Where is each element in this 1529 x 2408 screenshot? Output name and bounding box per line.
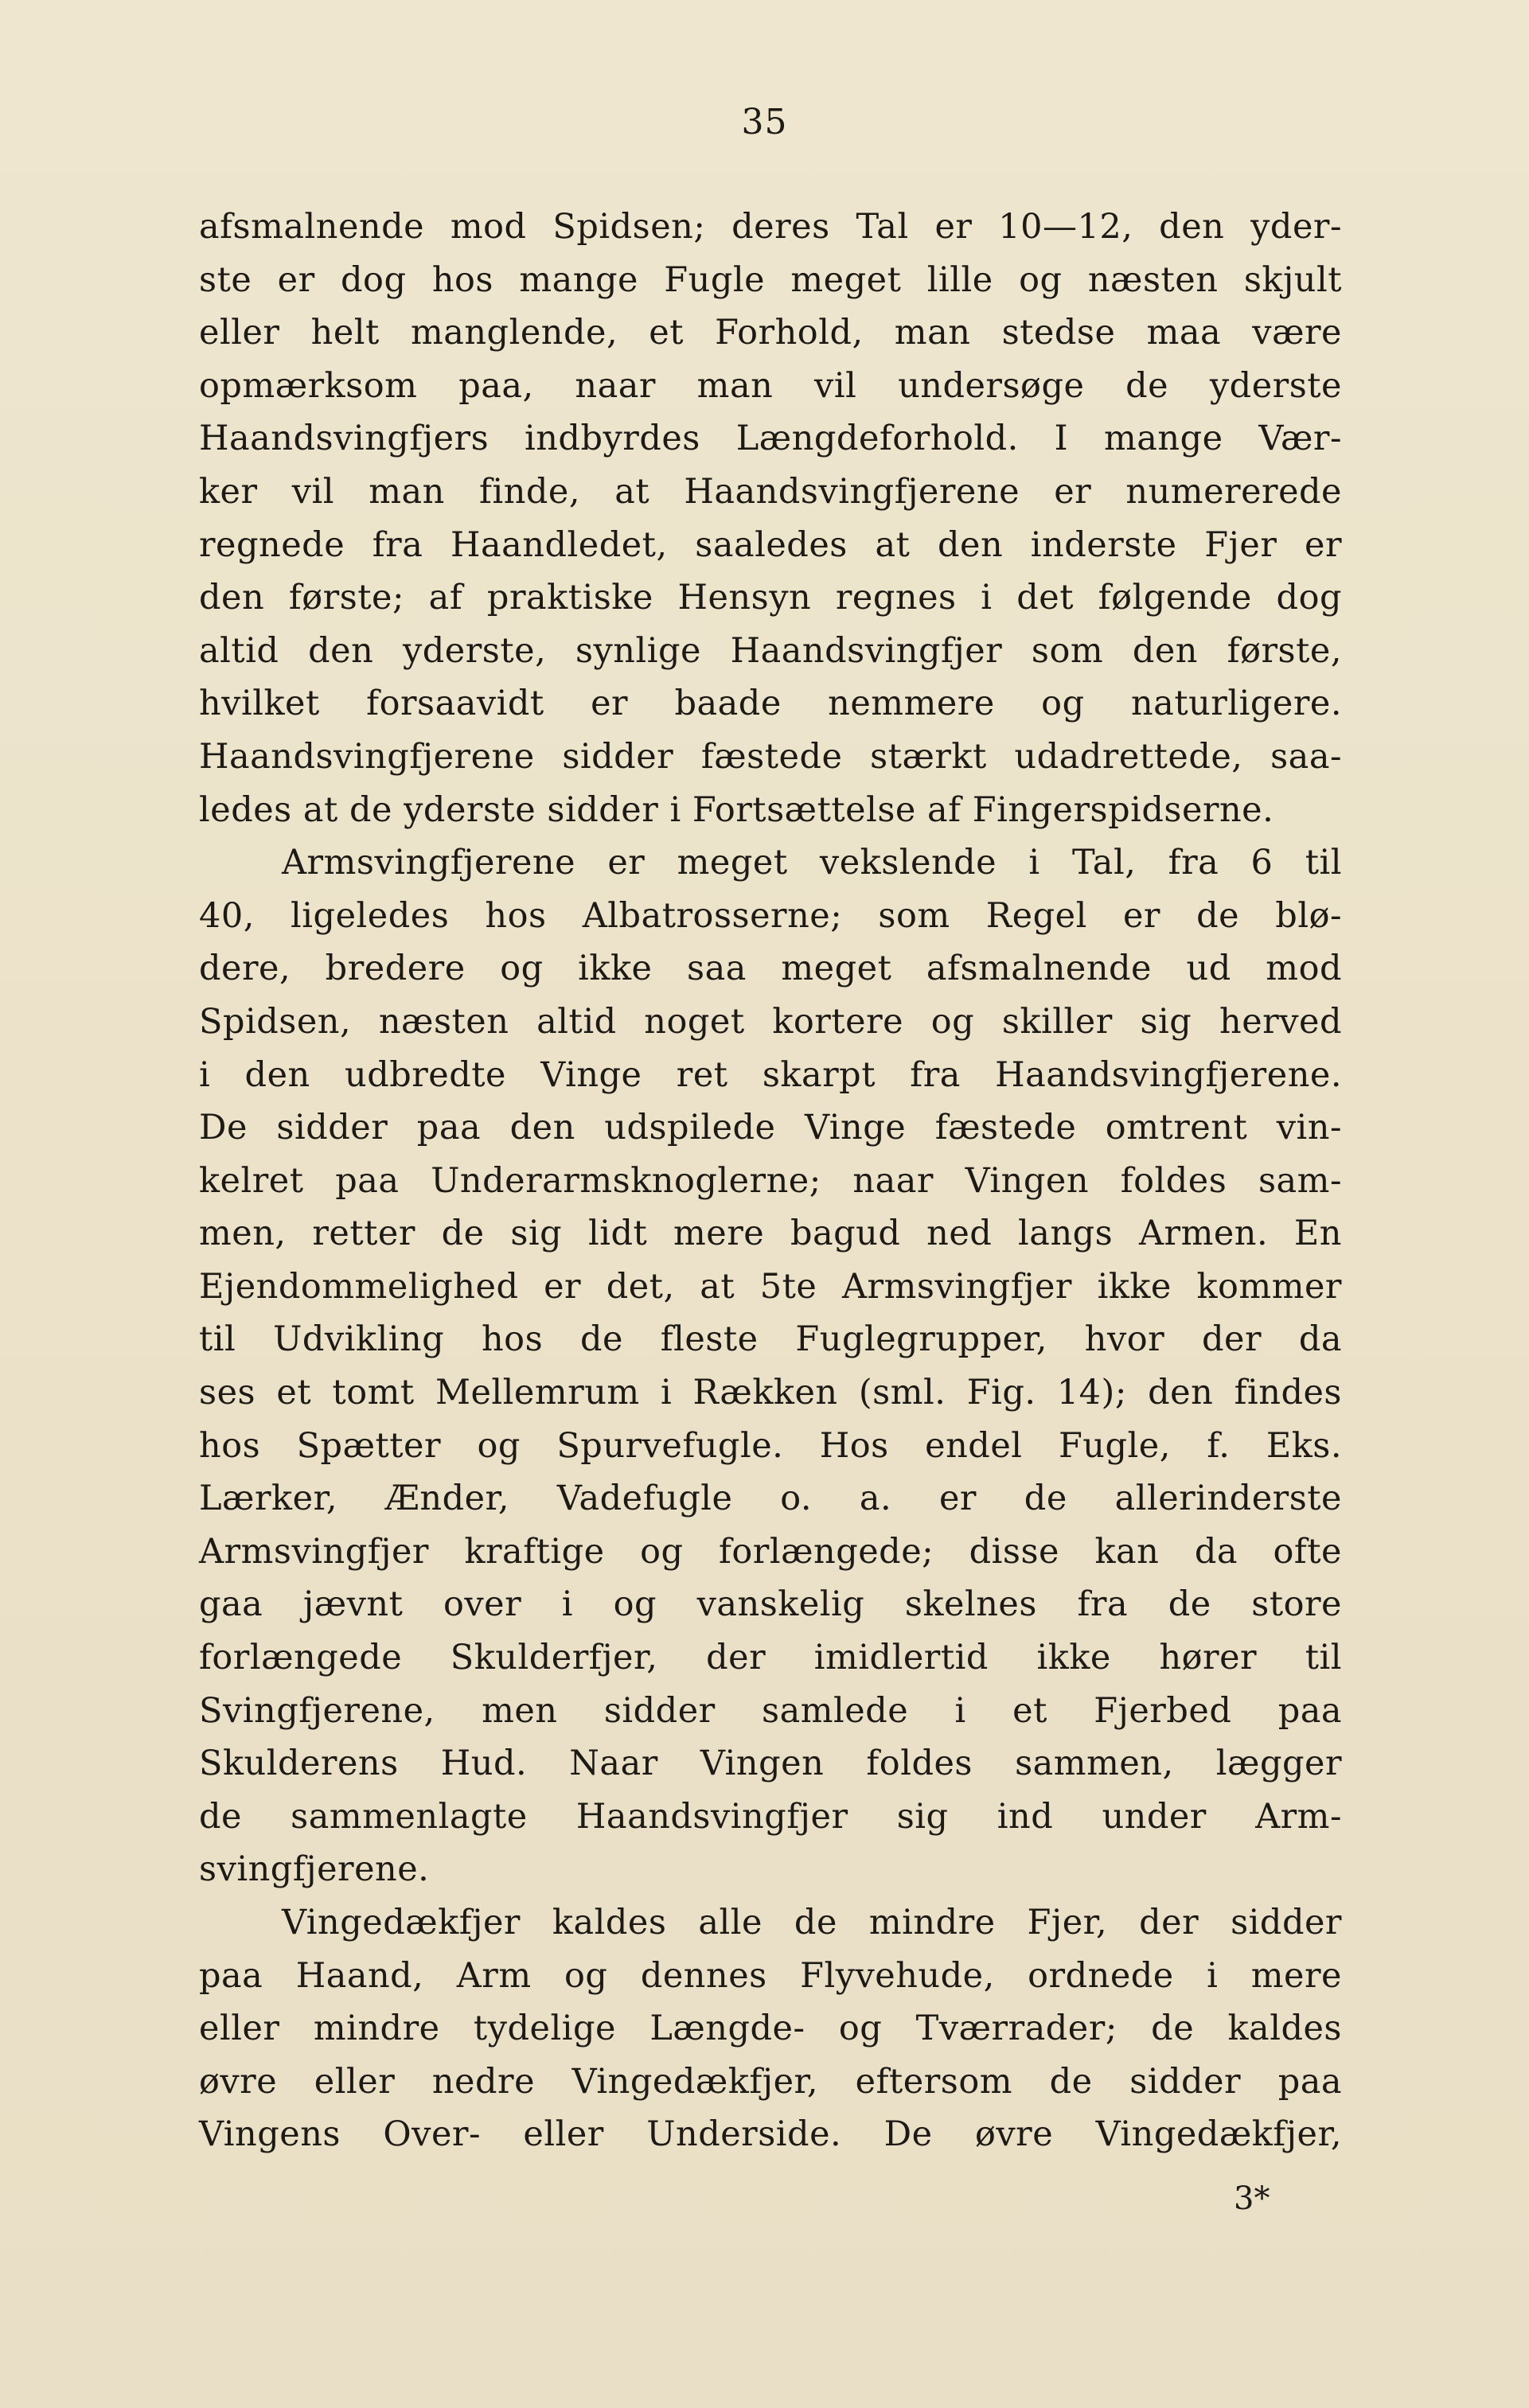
text-line: hvilket forsaavidt er baade nemmere og naturligere. (199, 684, 1342, 724)
text-line: dere, bredere og ikke saa meget afsmalnende ud mod (199, 949, 1342, 989)
text-line: forlængede Skulderfjer, der imidlertid ikke hører til (199, 1638, 1342, 1678)
text-line: regnede fra Haandledet, saaledes at den inderste Fjer er (199, 524, 1342, 565)
text-line: men, retter de sig lidt mere bagud ned langs Armen. En (199, 1214, 1342, 1254)
text-line: ste er dog hos mange Fugle meget lille og næsten skjult (199, 259, 1342, 300)
text-line: ledes at de yderste sidder i Fortsættelse af Fingerspidserne. (199, 789, 1274, 830)
text-line: gaa jævnt over i og vanskelig skelnes fra de store (199, 1584, 1342, 1625)
text-line: Vingens Over- eller Underside. De øvre Vingedækfjer, (199, 2114, 1342, 2155)
text-line: i den udbredte Vinge ret skarpt fra Haandsvingfjerene. (199, 1054, 1342, 1095)
page-number: 35 (741, 102, 788, 142)
text-line: til Udvikling hos de fleste Fuglegrupper, hvor der da (199, 1319, 1342, 1360)
text-line: afsmalnende mod Spidsen; deres Tal er 10—12, den yder- (199, 207, 1342, 247)
text-line: Svingfjerene, men sidder samlede i et Fjerbed paa (199, 1690, 1342, 1731)
text-line: eller mindre tydelige Længde- og Tværrader; de kaldes (199, 2009, 1342, 2049)
text-line: opmærksom paa, naar man vil undersøge de yderste (199, 365, 1342, 406)
body-text (199, 201, 1342, 2161)
text-line: 40, ligeledes hos Albatrosserne; som Regel er de blø- (199, 895, 1342, 936)
text-line: Spidsen, næsten altid noget kortere og skiller sig herved (199, 1001, 1342, 1042)
text-line: altid den yderste, synlige Haandsvingfjer som den første, (199, 630, 1342, 671)
text-line: de sammenlagte Haandsvingfjer sig ind under Arm- (199, 1796, 1342, 1837)
text-line: Skulderens Hud. Naar Vingen foldes sammen, lægger (199, 1744, 1342, 1784)
text-line: svingfjerene. (199, 1849, 430, 1890)
text-line: kelret paa Underarmsknoglerne; naar Vingen foldes sam- (199, 1160, 1342, 1201)
text-line: Armsvingfjer kraftige og forlængede; disse kan da ofte (199, 1531, 1342, 1572)
text-line: eller helt manglende, et Forhold, man stedse maa være (199, 313, 1342, 353)
text-line: Armsvingfjerene er meget vekslende i Tal, fra 6 til (282, 843, 1342, 883)
text-line: ses et tomt Mellemrum i Rækken (sml. Fig. 14); den findes (199, 1373, 1342, 1413)
text-line: hos Spætter og Spurvefugle. Hos endel Fugle, f. Eks. (199, 1425, 1342, 1466)
text-line: paa Haand, Arm og dennes Flyvehude, ordnede i mere (199, 1955, 1342, 1996)
text-line: Vingedækfjer kaldes alle de mindre Fjer, der sidder (282, 1903, 1342, 1942)
text-line: Haandsvingfjerene sidder fæstede stærkt udadrettede, saa- (199, 736, 1342, 777)
text-line: Lærker, Ænder, Vadefugle o. a. er de allerinderste (199, 1479, 1342, 1519)
text-line: ker vil man finde, at Haandsvingfjerene er numererede (199, 471, 1342, 512)
text-line: Ejendommelighed er det, at 5te Armsvingfjer ikke kommer (199, 1266, 1342, 1307)
signature-mark: 3* (1234, 2180, 1270, 2217)
text-line: den første; af praktiske Hensyn regnes i det følgende dog (199, 578, 1342, 618)
text-line: De sidder paa den udspilede Vinge fæstede omtrent vin- (199, 1108, 1342, 1148)
text-line: øvre eller nedre Vingedækfjer, eftersom de sidder paa (199, 2061, 1342, 2102)
text-line: Haandsvingfjers indbyrdes Længdeforhold. I mange Vær- (199, 419, 1342, 459)
